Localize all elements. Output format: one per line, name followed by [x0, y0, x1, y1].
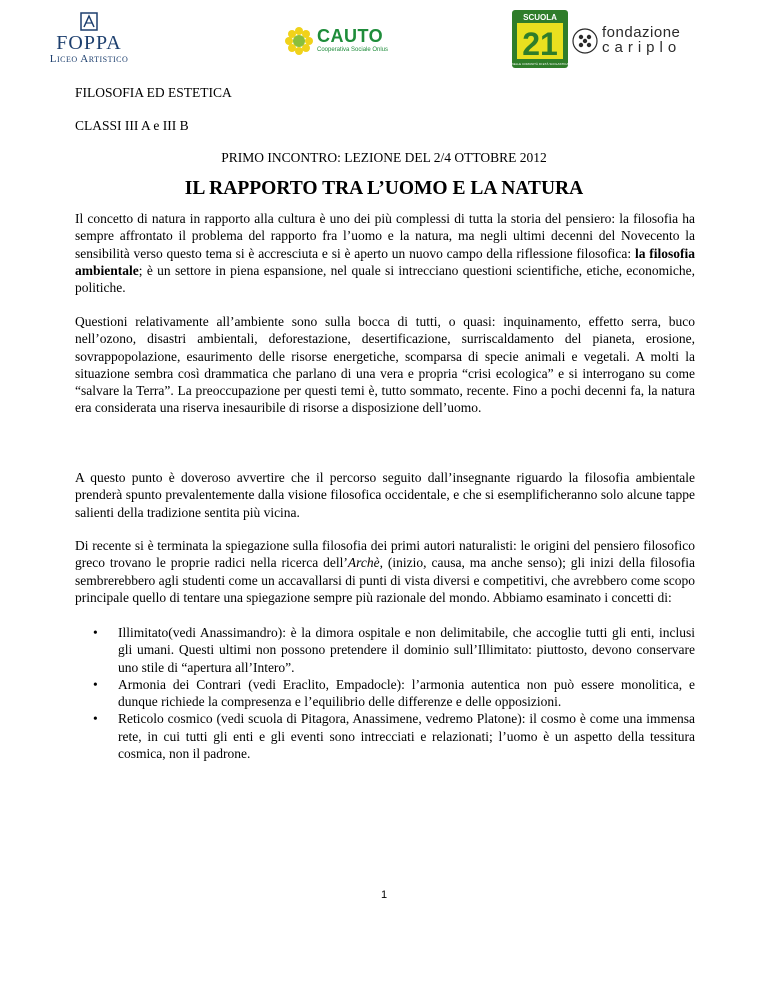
bullet-icon: • — [93, 676, 98, 692]
p1-text-b: ; è un settore in piena espansione, nel quale si intrecciano questioni scientifiche, etiche, economiche, politiche. — [75, 262, 695, 296]
scuola21-number: 21 — [522, 26, 558, 62]
p1-bold-term: la filosofia ambientale — [75, 245, 696, 278]
cauto-subtitle: Cooperativa Sociale Onlus — [317, 47, 389, 53]
scuola21-logo — [512, 10, 568, 68]
paragraph-2 — [75, 313, 695, 417]
paragraph-3 — [75, 469, 695, 521]
foppa-logo — [48, 12, 130, 74]
cauto-logo — [284, 26, 404, 58]
flower-icon — [284, 26, 314, 56]
list-item-text: Illimitato(vedi Anassimandro): è la dimora ospitale e non delimitabile, che accoglie tutti gli enti, inclusi gli umani. Questi ultimi non possono pretendere il dominio sull’Illimitato: piuttosto, devono conservare uno stile di “apertura all’Intero”. — [118, 625, 695, 675]
paragraph-1 — [75, 210, 695, 296]
foppa-name: FOPPA — [56, 32, 122, 54]
p4-text-a: Di recente si è terminata la spiegazione sulla filosofia dei primi autori naturalisti: le origini del pensiero filosofico greco trovano le proprie radici nella ricerca dell’ — [75, 538, 695, 571]
cariplo-mark-icon — [572, 28, 598, 54]
p2-text: Questioni relativamente all’ambiente sono sulla bocca di tutti, o quasi: inquinamento, effetto serra, buco nell’ozono, disastri ambientali, deforestazione, desertificazione, surriscaldamento del pianeta, erosione, sovrappopolazione, esaurimento delle risorse energetiche, scomparsa di specie animali e vegetali. A molti la situazione sembra così drammatica che parlano di una vera e propria “crisi ecologica” e si interrogano su come “salvare la Terra”. La preoccupazione per questi temi è, tutto sommato, recente. Fino a pochi decenni fa, la natura era considerata una riserva inesauribile di risorse a disposizione dell’uomo. — [75, 314, 695, 416]
p4-text-b: , (inizio, causa, ma anche senso); gli inizi della filosofia sembrerebbero agli studenti come un accavallarsi di punti di vista diversi e competitivi, che avrebbero come scopo principale quello di tentare una spiegazione sempre più razionale del mondo. Abbiamo esaminato i concetti di: — [75, 555, 696, 605]
list-item-text: Armonia dei Contrari (vedi Eraclito, Empadocle): l’armonia autentica non può essere monolitica, e dunque richiede la compresenza e l’equilibrio delle differenze e delle opposizioni. — [118, 676, 695, 710]
list-item — [75, 710, 695, 762]
p3-text: A questo punto è doveroso avvertire che il percorso seguito dall’insegnante riguardo la filosofia ambientale prenderà spunto prevalentemente dalla visione filosofica occidentale, e che si esemplificheranno solo alcune tappe salienti della tradizione sentita più vicina. — [75, 470, 695, 520]
document-title: IL RAPPORTO TRA L’UOMO E LA NATURA — [184, 178, 584, 199]
meeting-line: PRIMO INCONTRO: LEZIONE DEL 2/4 OTTOBRE 2012 — [221, 150, 547, 165]
list-item-text: Reticolo cosmico (vedi scuola di Pitagora, Anassimene, vedremo Platone): il cosmo è come una immensa rete, in cui tutti gli enti e gli eventi sono intrecciati e relazionati; l’uomo è un aspetto della tessitura cosmica, non il padrone. — [118, 711, 695, 762]
scuola21-top-text: SCUOLA — [523, 13, 557, 22]
scuola21-badge-icon — [512, 10, 568, 68]
p4-italic-term: Archè — [347, 555, 380, 571]
fondazione-cariplo-logo — [572, 24, 682, 64]
page-number: 1 — [380, 889, 388, 901]
p1-text-a: Il concetto di natura in rapporto alla cultura è uno dei più complessi di tutta la storia del pensiero: la filosofia ha sempre affrontato il problema del rapporto fra l’uomo e la natura, ma negli ultimi decenni del Novecento la sensibilità verso questo tema si è accresciuta e si è aperto un nuovo campo della riflessione filosofica: — [75, 211, 695, 261]
foppa-emblem-icon — [76, 12, 102, 32]
cauto-name: CAUTO — [317, 26, 384, 46]
scuola21-bottom-text: NELLE COMUNITÀ DI ETÀ SCOLASTICA — [512, 62, 568, 66]
list-item — [75, 624, 695, 676]
fondazione-line1: fondazione — [602, 24, 681, 41]
fondazione-line2: cariplo — [602, 39, 682, 56]
bullet-icon: • — [93, 711, 98, 727]
classes-line: CLASSI III A e III B — [75, 118, 189, 133]
foppa-subtitle: Liceo Artistico — [49, 53, 129, 65]
bullet-icon: • — [93, 625, 98, 640]
concept-list — [75, 624, 695, 762]
paragraph-4 — [75, 537, 695, 606]
subject-line: FILOSOFIA ED ESTETICA — [75, 85, 232, 100]
list-item — [75, 676, 695, 711]
